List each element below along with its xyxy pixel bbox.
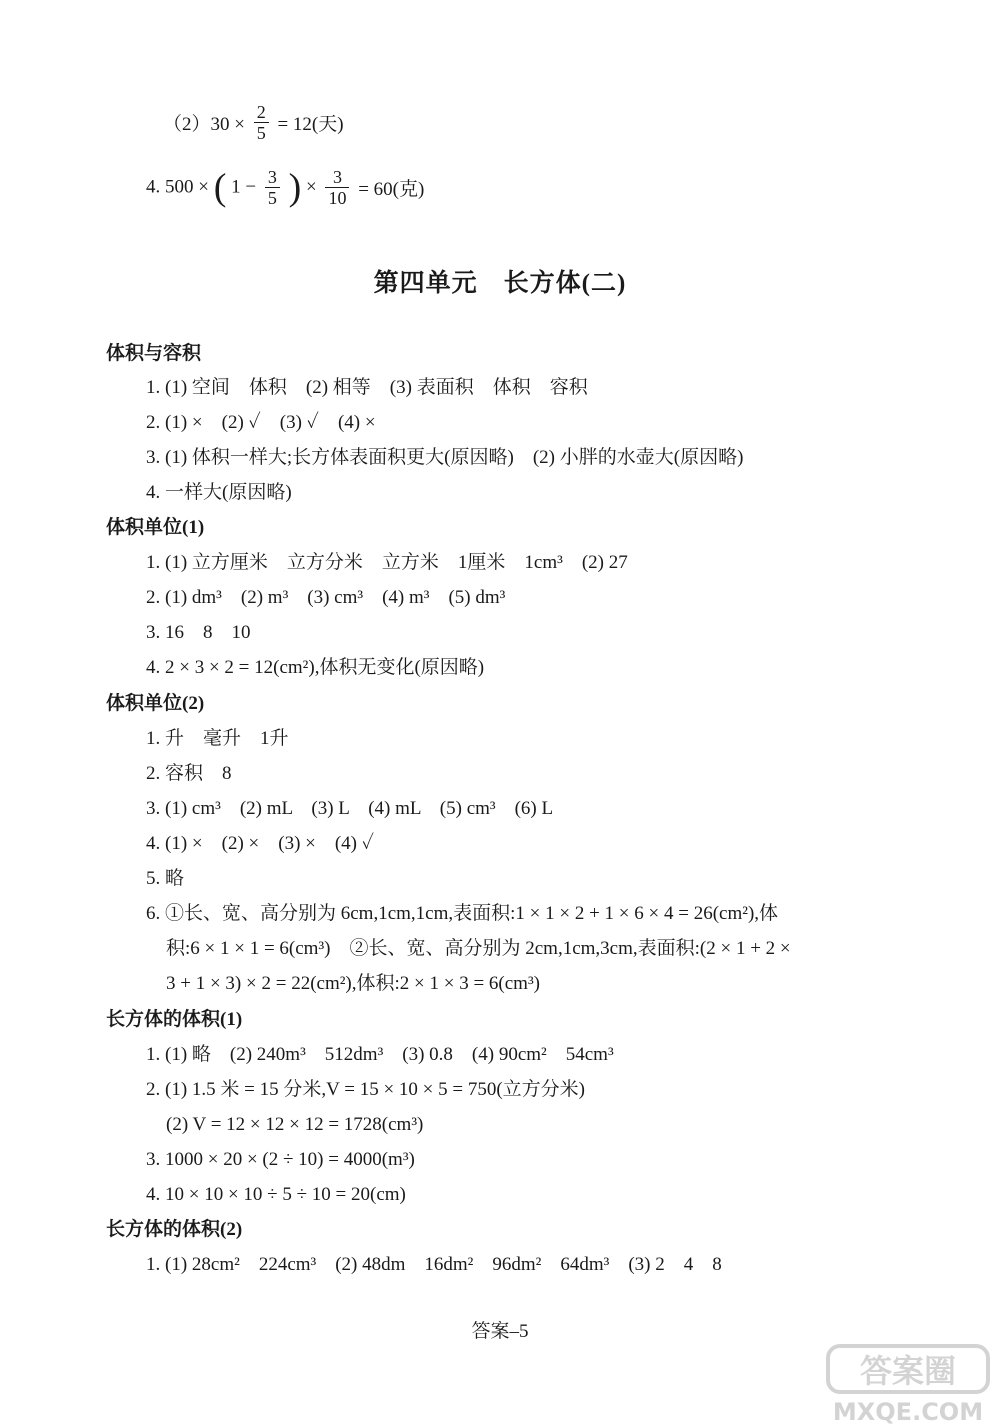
- answer-line: 4. 一样大(原因略): [146, 482, 292, 503]
- answer-line: 1. (1) 立方厘米 立方分米 立方米 1厘米 1cm³ (2) 27: [146, 552, 628, 573]
- answer-line: 积:6 × 1 × 1 = 6(cm³) ②长、宽、高分别为 2cm,1cm,3cm,表面积:(2 × 1 + 2 ×: [166, 938, 791, 959]
- fraction: [254, 102, 269, 143]
- page-number: 答案–5: [471, 1321, 529, 1342]
- answer-line: 3. 16 8 10: [146, 622, 251, 643]
- formula-text: 4. 500 ×: [146, 176, 209, 198]
- answer-line: 1. 升 毫升 1升: [146, 728, 289, 749]
- answer-line: (2) V = 12 × 12 × 12 = 1728(cm³): [166, 1114, 424, 1135]
- fraction-denominator: 5: [267, 188, 277, 208]
- fraction-denominator: 5: [256, 123, 266, 143]
- formula-text: ×: [306, 176, 317, 198]
- formula-text: 1 −: [231, 176, 257, 198]
- svg-text:答案圈: 答案圈: [859, 1352, 957, 1390]
- answer-line: 4. 2 × 3 × 2 = 12(cm²),体积无变化(原因略): [146, 657, 485, 678]
- left-paren: (: [213, 166, 227, 209]
- answer-line: 3. (1) cm³ (2) mL (3) L (4) mL (5) cm³ (6) L: [146, 798, 554, 819]
- fraction-numerator: 3: [325, 167, 349, 188]
- watermark-logo: [824, 1342, 994, 1426]
- answer-line: 4. 10 × 10 × 10 ÷ 5 ÷ 10 = 20(cm): [146, 1184, 406, 1205]
- formula-text: （2）30 ×: [163, 114, 245, 135]
- fraction: [265, 167, 280, 208]
- answer-line: 2. (1) dm³ (2) m³ (3) cm³ (4) m³ (5) dm³: [146, 587, 506, 608]
- answer-line-2-2: [163, 102, 344, 143]
- answer-line: 4. (1) × (2) × (3) × (4) ✓: [146, 833, 375, 854]
- answer-line: 3. (1) 体积一样大;长方体表面积更大(原因略) (2) 小胖的水壶大(原因略): [146, 447, 744, 468]
- formula-text: = 12(天): [277, 114, 344, 135]
- right-paren: ): [288, 166, 302, 209]
- answer-line: 5. 略: [146, 868, 185, 889]
- answer-line: 2. 容积 8: [146, 763, 232, 784]
- answer-line: 3 + 1 × 3) × 2 = 22(cm²),体积:2 × 1 × 3 = 6(cm³): [166, 973, 540, 994]
- answer-line: 1. (1) 空间 体积 (2) 相等 (3) 表面积 体积 容积: [146, 377, 588, 398]
- section-heading: 体积单位(1): [106, 517, 205, 538]
- formula-text: = 60(克): [358, 179, 425, 200]
- fraction-numerator: 3: [265, 167, 280, 188]
- fraction-denominator: 10: [328, 188, 347, 208]
- section-heading: 体积与容积: [106, 343, 202, 364]
- fraction: [325, 167, 349, 208]
- svg-text:MXQE.COM: MXQE.COM: [832, 1398, 984, 1426]
- answer-line-4: [146, 167, 424, 208]
- section-heading: 长方体的体积(2): [106, 1219, 243, 1240]
- fraction-numerator: 2: [254, 102, 269, 123]
- answer-line: 2. (1) 1.5 米 = 15 分米,V = 15 × 10 × 5 = 750(立方分米): [146, 1079, 586, 1100]
- answer-line: 3. 1000 × 20 × (2 ÷ 10) = 4000(m³): [146, 1149, 415, 1170]
- section-heading: 长方体的体积(1): [106, 1009, 243, 1030]
- answer-line: 2. (1) × (2) ✓ (3) ✓ (4) ×: [146, 412, 376, 433]
- unit-title: 第四单元 长方体(二): [373, 270, 627, 297]
- answer-line: 6. ①长、宽、高分别为 6cm,1cm,1cm,表面积:1 × 1 × 2 + 1 × 6 × 4 = 26(cm²),体: [146, 903, 779, 924]
- section-heading: 体积单位(2): [106, 693, 205, 714]
- answer-line: 1. (1) 28cm² 224cm³ (2) 48dm 16dm² 96dm² 64dm³ (3) 2 4 8: [146, 1254, 722, 1275]
- answer-line: 1. (1) 略 (2) 240m³ 512dm³ (3) 0.8 (4) 90cm² 54cm³: [146, 1044, 614, 1065]
